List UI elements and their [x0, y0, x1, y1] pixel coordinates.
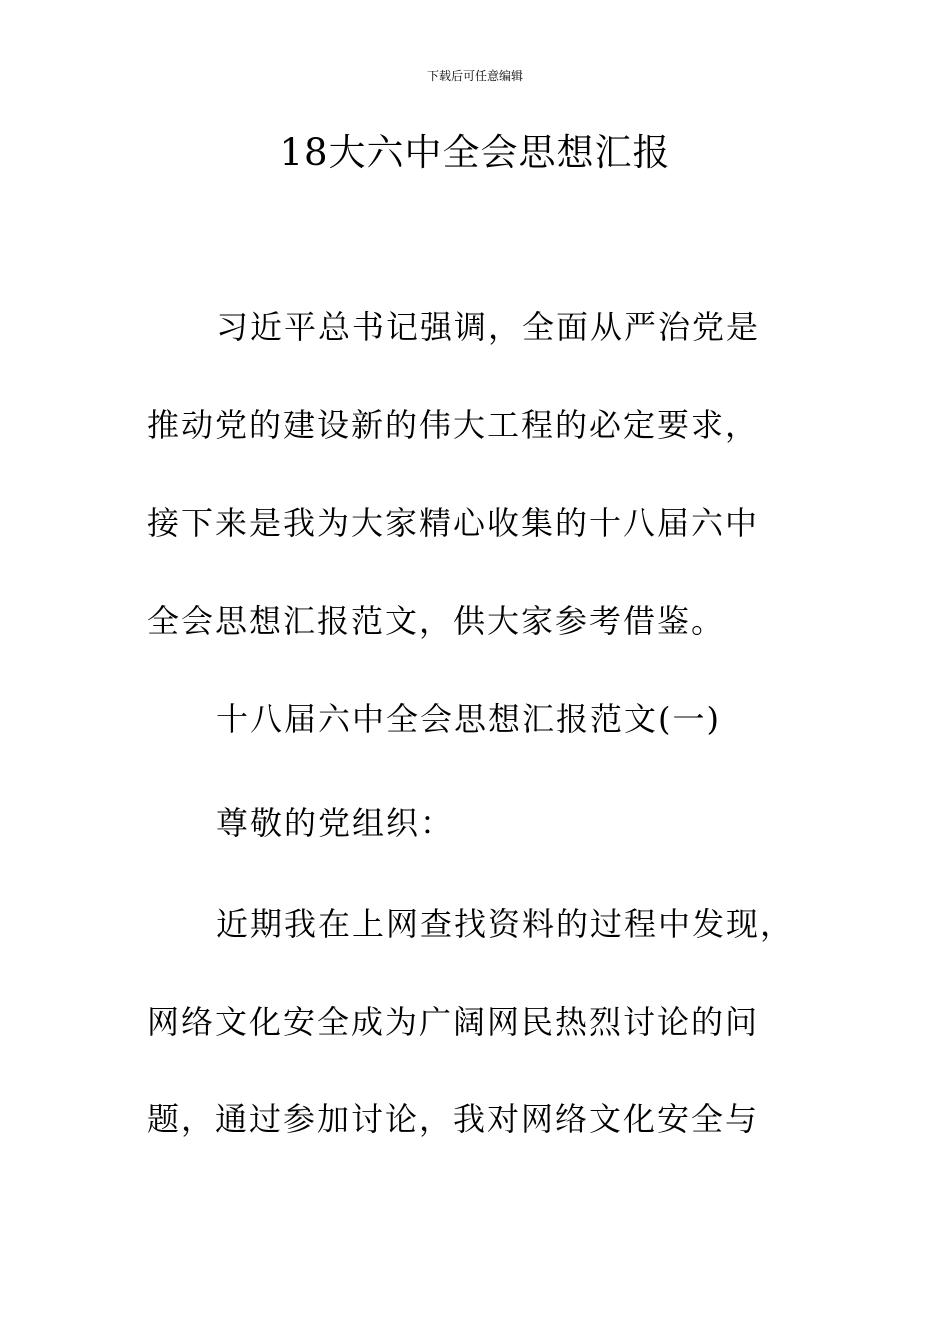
- paragraph-line: 题，通过参加讨论，我对网络文化安全与: [147, 1100, 760, 1138]
- paragraph-line: 网络文化安全成为广阔网民热烈讨论的问: [147, 1003, 760, 1041]
- document-title: 18大六中全会思想汇报: [279, 131, 671, 174]
- section-heading: 十八届六中全会思想汇报范文(一): [216, 700, 721, 738]
- paragraph-line: 习近平总书记强调，全面从严治党是: [216, 308, 761, 346]
- paragraph-line: 接下来是我为大家精心收集的十八届六中: [147, 504, 760, 542]
- paragraph-line: 全会思想汇报范文，供大家参考借鉴。: [147, 602, 726, 640]
- paragraph-line: 推动党的建设新的伟大工程的必定要求，: [147, 406, 760, 444]
- salutation: 尊敬的党组织：: [216, 804, 455, 842]
- header-note: 下载后可任意编辑: [426, 69, 523, 83]
- paragraph-line: 近期我在上网查找资料的过程中发现，: [216, 905, 795, 943]
